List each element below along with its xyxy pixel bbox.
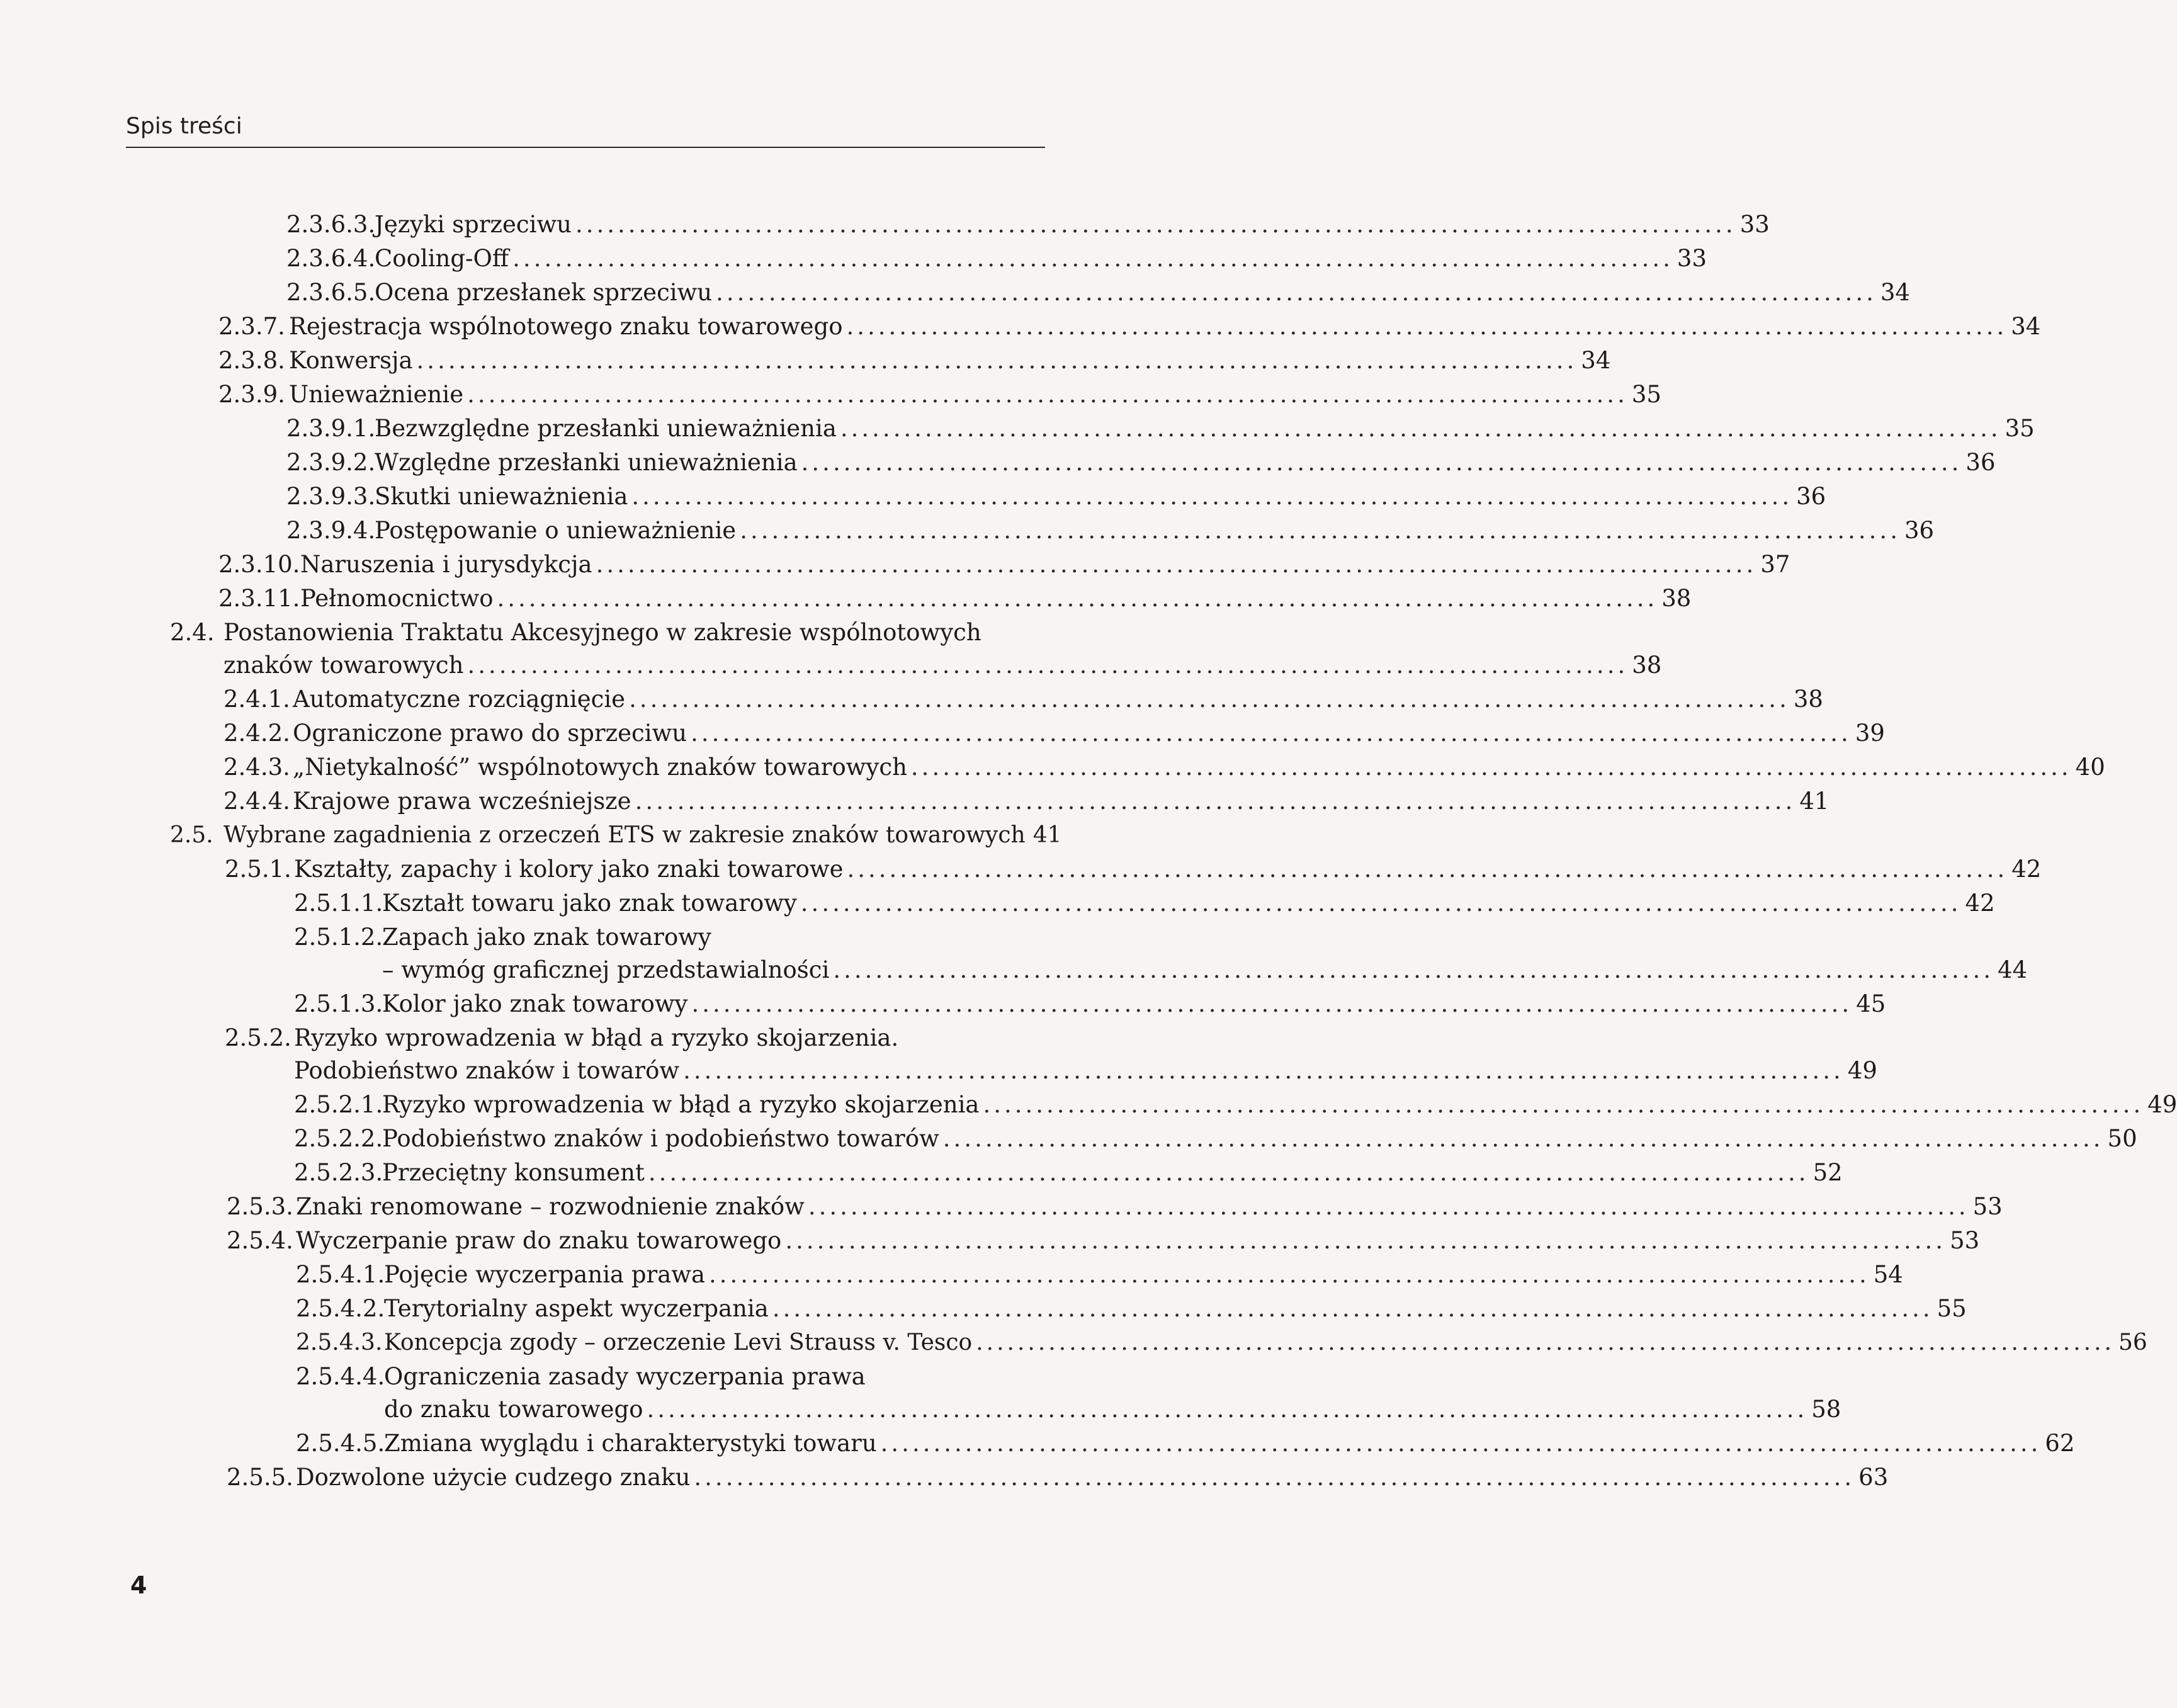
toc-entry xyxy=(227,1225,1980,1257)
toc-leader-dots: .............................................................................................................. xyxy=(647,1396,1808,1423)
toc-entry xyxy=(286,277,1910,308)
toc-entry xyxy=(286,413,2035,444)
toc-entry-number: 2.3.6.3. xyxy=(286,211,376,238)
toc-entry-number: 2.4.2. xyxy=(223,720,290,747)
toc-entry-title: Automatyczne rozciągnięcie xyxy=(293,686,626,713)
toc-entry-title: Krajowe prawa wcześniejsze xyxy=(293,788,631,815)
toc-entry-title: Kolor jako znak towarowy xyxy=(382,990,688,1017)
toc-entry-number: 2.5.4.5. xyxy=(296,1430,385,1457)
toc-entry xyxy=(218,311,2041,342)
toc-entry-page: 54 xyxy=(1873,1261,1903,1288)
toc-entry-number: 2.5.2. xyxy=(225,1024,291,1051)
toc-entry-title: znaków towarowych xyxy=(223,652,464,679)
toc-entry-page: 49 xyxy=(1847,1057,1877,1084)
toc-entry-title: Pojęcie wyczerpania prawa xyxy=(384,1261,706,1288)
toc-leader-dots: .............................................................................................................. xyxy=(983,1091,2144,1118)
toc-entry xyxy=(294,1157,1843,1189)
toc-leader-dots: .............................................................................................................. xyxy=(716,279,1877,306)
toc-entry-number: 2.5.2.1. xyxy=(294,1091,383,1118)
toc-entry-number: 2.5.1.1. xyxy=(294,890,383,917)
toc-leader-dots: .............................................................................................................. xyxy=(691,720,1852,747)
toc-entry-title: Względne przesłanki unieważnienia xyxy=(375,449,798,476)
toc-entry-title: „Nietykalność” wspólnotowych znaków towarowych xyxy=(293,754,907,781)
toc-entry-page: 34 xyxy=(1581,347,1611,374)
toc-leader-dots: .............................................................................................................. xyxy=(416,347,1578,374)
toc-entry-number: 2.5.4. xyxy=(227,1227,293,1254)
toc-entry-title: Zmiana wyglądu i charakterystyki towaru xyxy=(384,1430,877,1457)
toc-leader-dots: .............................................................................................................. xyxy=(575,211,1736,238)
toc-entry-page: 63 xyxy=(1858,1464,1889,1491)
toc-leader-dots: .............................................................................................................. xyxy=(800,890,1962,917)
toc-entry-title: Podobieństwo znaków i podobieństwo towarów xyxy=(382,1125,939,1152)
toc-entry-title: Pełnomocnictwo xyxy=(300,585,494,612)
toc-entry-title: Rejestracja wspólnotowego znaku towarowego xyxy=(289,313,843,340)
toc-leader-dots: .............................................................................................................. xyxy=(629,686,1790,713)
toc-leader-dots: .............................................................................................................. xyxy=(631,483,1793,510)
toc-leader-dots: .............................................................................................................. xyxy=(596,551,1757,578)
toc-leader-dots: .............................................................................................................. xyxy=(497,585,1658,612)
toc-entry xyxy=(296,1428,2075,1459)
toc-entry-title: Unieważnienie xyxy=(289,381,464,408)
toc-entry-page: 49 xyxy=(2147,1091,2177,1118)
toc-entry xyxy=(223,786,1829,817)
toc-entry xyxy=(223,752,2105,783)
toc-entry xyxy=(294,1089,2177,1121)
toc-leader-dots: .............................................................................................................. xyxy=(683,1057,1844,1084)
toc-entry-title: Ograniczenia zasady wyczerpania prawa xyxy=(384,1363,866,1390)
toc-entry-title: Ryzyko wprowadzenia w błąd a ryzyko skojarzenia xyxy=(382,1091,980,1118)
toc-entry-title: Znaki renomowane – rozwodnienie znaków xyxy=(296,1193,805,1220)
toc-entry-page: 45 xyxy=(1856,990,1886,1017)
toc-entry xyxy=(223,684,1823,715)
toc-leader-dots: .............................................................................................................. xyxy=(880,1430,2042,1457)
toc-entry-number: 2.3.9.1. xyxy=(286,415,376,442)
toc-entry-page: 38 xyxy=(1632,652,1662,679)
toc-entry xyxy=(218,345,1611,376)
toc-entry-page: 36 xyxy=(1796,483,1826,510)
toc-entry xyxy=(170,820,1062,851)
toc-entry-number: 2.5.1.2. xyxy=(294,924,383,951)
toc-entry-continuation xyxy=(223,650,1662,681)
toc-entry xyxy=(218,379,1661,410)
toc-entry-number: 2.3.6.5. xyxy=(286,279,376,306)
toc-entry xyxy=(294,988,1886,1020)
toc-leader-dots: .............................................................................................................. xyxy=(847,856,2008,883)
toc-entry-number: 2.3.8. xyxy=(218,347,285,374)
toc-entry-title: Naruszenia i jurysdykcja xyxy=(300,551,592,578)
toc-entry-number: 2.3.9.3. xyxy=(286,483,376,510)
toc-entry xyxy=(294,922,1048,953)
toc-leader-dots: .............................................................................................................. xyxy=(512,245,1673,272)
toc-leader-dots: .............................................................................................................. xyxy=(910,754,2072,781)
toc-leader-dots: .............................................................................................................. xyxy=(785,1227,1947,1254)
toc-entry-page: 33 xyxy=(1677,245,1707,272)
toc-entry xyxy=(225,1022,1048,1054)
toc-entry xyxy=(225,854,2042,885)
toc-entry-title: Dozwolone użycie cudzego znaku xyxy=(296,1464,691,1491)
toc-entry-title: Wybrane zagadnienia z orzeczeń ETS w zakresie znaków towarowych xyxy=(223,822,1026,848)
toc-entry-page: 34 xyxy=(1880,279,1910,306)
page-number: 4 xyxy=(130,1571,147,1599)
toc-leader-dots: .............................................................................................................. xyxy=(467,381,1628,408)
toc-entry-page: 53 xyxy=(1950,1227,1980,1254)
toc-entry-title: Ocena przesłanek sprzeciwu xyxy=(375,279,713,306)
toc-entry-page: 37 xyxy=(1760,551,1790,578)
toc-entry-number: 2.3.6.4. xyxy=(286,245,376,272)
toc-entry-title: Koncepcja zgody – orzeczenie Levi Strauss v. Tesco xyxy=(384,1330,973,1355)
toc-entry-number: 2.5.5. xyxy=(227,1464,293,1491)
toc-entry xyxy=(223,718,1885,749)
toc-entry-page: 42 xyxy=(2011,856,2042,883)
toc-entry-number: 2.3.7. xyxy=(218,313,285,340)
toc-entry xyxy=(294,1123,2137,1155)
toc-entry-title: Konwersja xyxy=(289,347,413,374)
toc-entry xyxy=(170,617,1048,648)
toc-entry-title: Bezwzględne przesłanki unieważnienia xyxy=(375,415,837,442)
toc-entry-number: 2.4. xyxy=(170,619,215,646)
toc-entry-title: Kształt towaru jako znak towarowy xyxy=(382,890,797,917)
toc-entry-number: 2.3.9. xyxy=(218,381,285,408)
toc-entry-number: 2.5.4.3. xyxy=(296,1330,383,1355)
toc-leader-dots: .............................................................................................................. xyxy=(976,1330,2115,1355)
toc-entry-continuation xyxy=(384,1394,1841,1425)
toc-entry-title: Kształty, zapachy i kolory jako znaki towarowe xyxy=(294,856,844,883)
toc-entry xyxy=(294,888,1995,919)
toc-entry-number: 2.5.2.2. xyxy=(294,1125,383,1152)
toc-entry-page: 41 xyxy=(1799,788,1829,815)
toc-entry-number: 2.4.1. xyxy=(223,686,290,713)
toc-entry xyxy=(286,209,1770,240)
toc-entry-title: Ryzyko wprowadzenia w błąd a ryzyko skojarzenia. xyxy=(294,1024,899,1051)
toc-leader-dots: .............................................................................................................. xyxy=(467,652,1629,679)
toc-entry-page: 38 xyxy=(1793,686,1823,713)
toc-entry-number: 2.5. xyxy=(170,822,213,848)
toc-entry xyxy=(218,549,1790,580)
toc-entry-title: Podobieństwo znaków i towarów xyxy=(294,1057,680,1084)
toc-entry-page: 40 xyxy=(2075,754,2105,781)
toc-entry-page: 55 xyxy=(1937,1295,1967,1322)
toc-entry-title: Postanowienia Traktatu Akcesyjnego w zakresie wspólnotowych xyxy=(223,619,981,646)
toc-entry xyxy=(227,1191,2003,1223)
toc-entry-title: Cooling-Off xyxy=(375,245,509,272)
toc-entry xyxy=(296,1361,1048,1393)
toc-entry-title: Zapach jako znak towarowy xyxy=(382,924,711,951)
toc-entry xyxy=(286,447,1996,478)
toc-entry-title: Ograniczone prawo do sprzeciwu xyxy=(293,720,687,747)
toc-leader-dots: .............................................................................................................. xyxy=(740,517,1901,544)
toc-entry xyxy=(218,583,1692,614)
toc-leader-dots: .............................................................................................................. xyxy=(801,449,1962,476)
toc-leader-dots: .............................................................................................................. xyxy=(840,415,2001,442)
toc-entry-page: 53 xyxy=(1972,1193,2003,1220)
toc-leader-dots: .............................................................................................................. xyxy=(833,956,1994,983)
toc-entry-number: 2.5.3. xyxy=(227,1193,293,1220)
toc-entry-number: 2.3.9.2. xyxy=(286,449,376,476)
toc-entry-title: do znaku towarowego xyxy=(384,1396,643,1423)
toc-entry-number: 2.5.4.1. xyxy=(296,1261,385,1288)
toc-entry-page: 52 xyxy=(1812,1159,1843,1186)
toc-entry-page: 35 xyxy=(1631,381,1661,408)
toc-entry xyxy=(296,1259,1903,1291)
header-rule xyxy=(126,147,1045,148)
toc-leader-dots: .............................................................................................................. xyxy=(808,1193,1969,1220)
toc-leader-dots: .............................................................................................................. xyxy=(694,1464,1855,1491)
toc-entry-number: 2.4.4. xyxy=(223,788,290,815)
toc-entry-page: 34 xyxy=(2011,313,2041,340)
toc-leader-dots: .............................................................................................................. xyxy=(691,990,1853,1017)
toc-entry-number: 2.3.9.4. xyxy=(286,517,376,544)
toc-entry xyxy=(227,1462,1889,1493)
toc-entry xyxy=(296,1293,1967,1325)
toc-entry-number: 2.5.4.2. xyxy=(296,1295,385,1322)
toc-entry-page: 41 xyxy=(1032,822,1062,848)
toc-leader-dots: .............................................................................................................. xyxy=(709,1261,1870,1288)
toc-entry-page: 33 xyxy=(1739,211,1770,238)
toc-leader-dots: .............................................................................................................. xyxy=(648,1159,1809,1186)
toc-entry-title: Języki sprzeciwu xyxy=(375,211,572,238)
toc-entry xyxy=(286,243,1707,274)
toc-entry-page: 44 xyxy=(1998,956,2028,983)
toc-entry-number: 2.3.10. xyxy=(218,551,300,578)
toc-entry xyxy=(286,481,1826,512)
toc-entry-title: Wyczerpanie praw do znaku towarowego xyxy=(296,1227,782,1254)
toc-entry-continuation xyxy=(294,1055,1877,1087)
toc-entry-title: – wymóg graficznej przedstawialności xyxy=(382,956,830,983)
toc-entry xyxy=(296,1327,2147,1359)
toc-leader-dots: .............................................................................................................. xyxy=(846,313,2008,340)
toc-entry-page: 36 xyxy=(1904,517,1935,544)
toc-entry-number: 2.5.2.3. xyxy=(294,1159,383,1186)
toc-entry xyxy=(286,515,1935,546)
toc-entry-title: Przeciętny konsument xyxy=(382,1159,645,1186)
toc-entry-number: 2.4.3. xyxy=(223,754,290,781)
toc-entry-title: Postępowanie o unieważnienie xyxy=(375,517,737,544)
toc-entry-continuation xyxy=(382,954,2028,986)
toc-entry-page: 35 xyxy=(2005,415,2035,442)
toc-entry-number: 2.3.11. xyxy=(218,585,300,612)
toc-entry-number: 2.5.4.4. xyxy=(296,1363,385,1390)
toc-entry-page: 62 xyxy=(2045,1430,2075,1457)
toc-entry-number: 2.5.1. xyxy=(225,856,291,883)
toc-entry-page: 58 xyxy=(1811,1396,1841,1423)
toc-leader-dots: .............................................................................................................. xyxy=(772,1295,1933,1322)
toc-entry-page: 56 xyxy=(2118,1330,2147,1355)
toc-leader-dots: .............................................................................................................. xyxy=(942,1125,2104,1152)
toc-entry-title: Terytorialny aspekt wyczerpania xyxy=(384,1295,769,1322)
toc-leader-dots: .............................................................................................................. xyxy=(635,788,1796,815)
toc-entry-title: Skutki unieważnienia xyxy=(375,483,628,510)
toc-entry-page: 38 xyxy=(1661,585,1692,612)
running-header: Spis treści xyxy=(126,113,242,139)
toc-entry-page: 39 xyxy=(1855,720,1885,747)
toc-entry-page: 36 xyxy=(1965,449,1996,476)
toc-entry-page: 42 xyxy=(1965,890,1995,917)
toc-entry-page: 50 xyxy=(2107,1125,2137,1152)
toc-entry-number: 2.5.1.3. xyxy=(294,990,383,1017)
